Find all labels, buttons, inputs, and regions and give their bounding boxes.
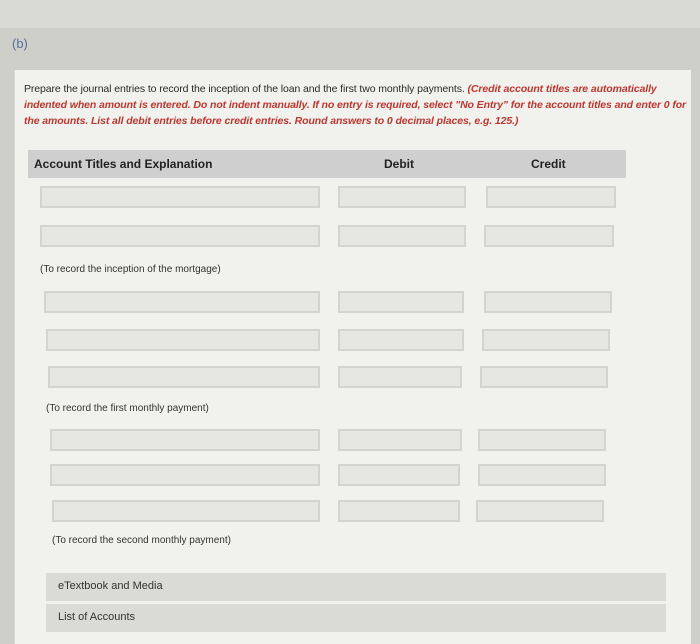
debit-input[interactable] [338,186,466,208]
instructions-text: Prepare the journal entries to record the inception of the loan and the first two monthly payments. [24,83,465,95]
debit-input[interactable] [338,429,462,451]
credit-input[interactable] [482,329,610,351]
account-title-input[interactable] [44,291,320,313]
header-credit: Credit [531,157,566,171]
journal-table-header [28,150,626,178]
account-title-input[interactable] [46,329,320,351]
credit-input[interactable] [486,186,616,208]
debit-input[interactable] [338,291,464,313]
header-debit: Debit [384,157,414,171]
entry-caption-inception: (To record the inception of the mortgage) [40,264,221,275]
debit-input[interactable] [338,366,462,388]
account-title-input[interactable] [50,464,320,486]
credit-input[interactable] [480,366,608,388]
entry-caption-first-payment: (To record the first monthly payment) [46,403,209,414]
account-title-input[interactable] [48,366,320,388]
account-title-input[interactable] [40,186,320,208]
debit-input[interactable] [338,500,460,522]
list-of-accounts-link[interactable]: List of Accounts [46,604,666,632]
account-title-input[interactable] [40,225,320,247]
top-band [0,0,700,28]
credit-input[interactable] [478,429,606,451]
credit-input[interactable] [484,291,612,313]
credit-input[interactable] [484,225,614,247]
debit-input[interactable] [338,464,460,486]
account-title-input[interactable] [52,500,320,522]
debit-input[interactable] [338,225,466,247]
entry-caption-second-payment: (To record the second monthly payment) [52,535,231,546]
instructions-note: (Credit account titles are automatically indented when amount is entered. Do not indent manually. If no entry is required, select "No Entry" for the account titles and enter 0 for the amounts. List all debit entries before credit entries. Round answers to 0 decimal places, e.g. 125.) [24,83,687,127]
debit-input[interactable] [338,329,464,351]
etextbook-link[interactable]: eTextbook and Media [46,573,666,601]
credit-input[interactable] [478,464,606,486]
instructions [24,81,692,129]
credit-input[interactable] [476,500,604,522]
header-account-titles: Account Titles and Explanation [34,157,213,171]
part-label: (b) [12,36,28,51]
account-title-input[interactable] [50,429,320,451]
